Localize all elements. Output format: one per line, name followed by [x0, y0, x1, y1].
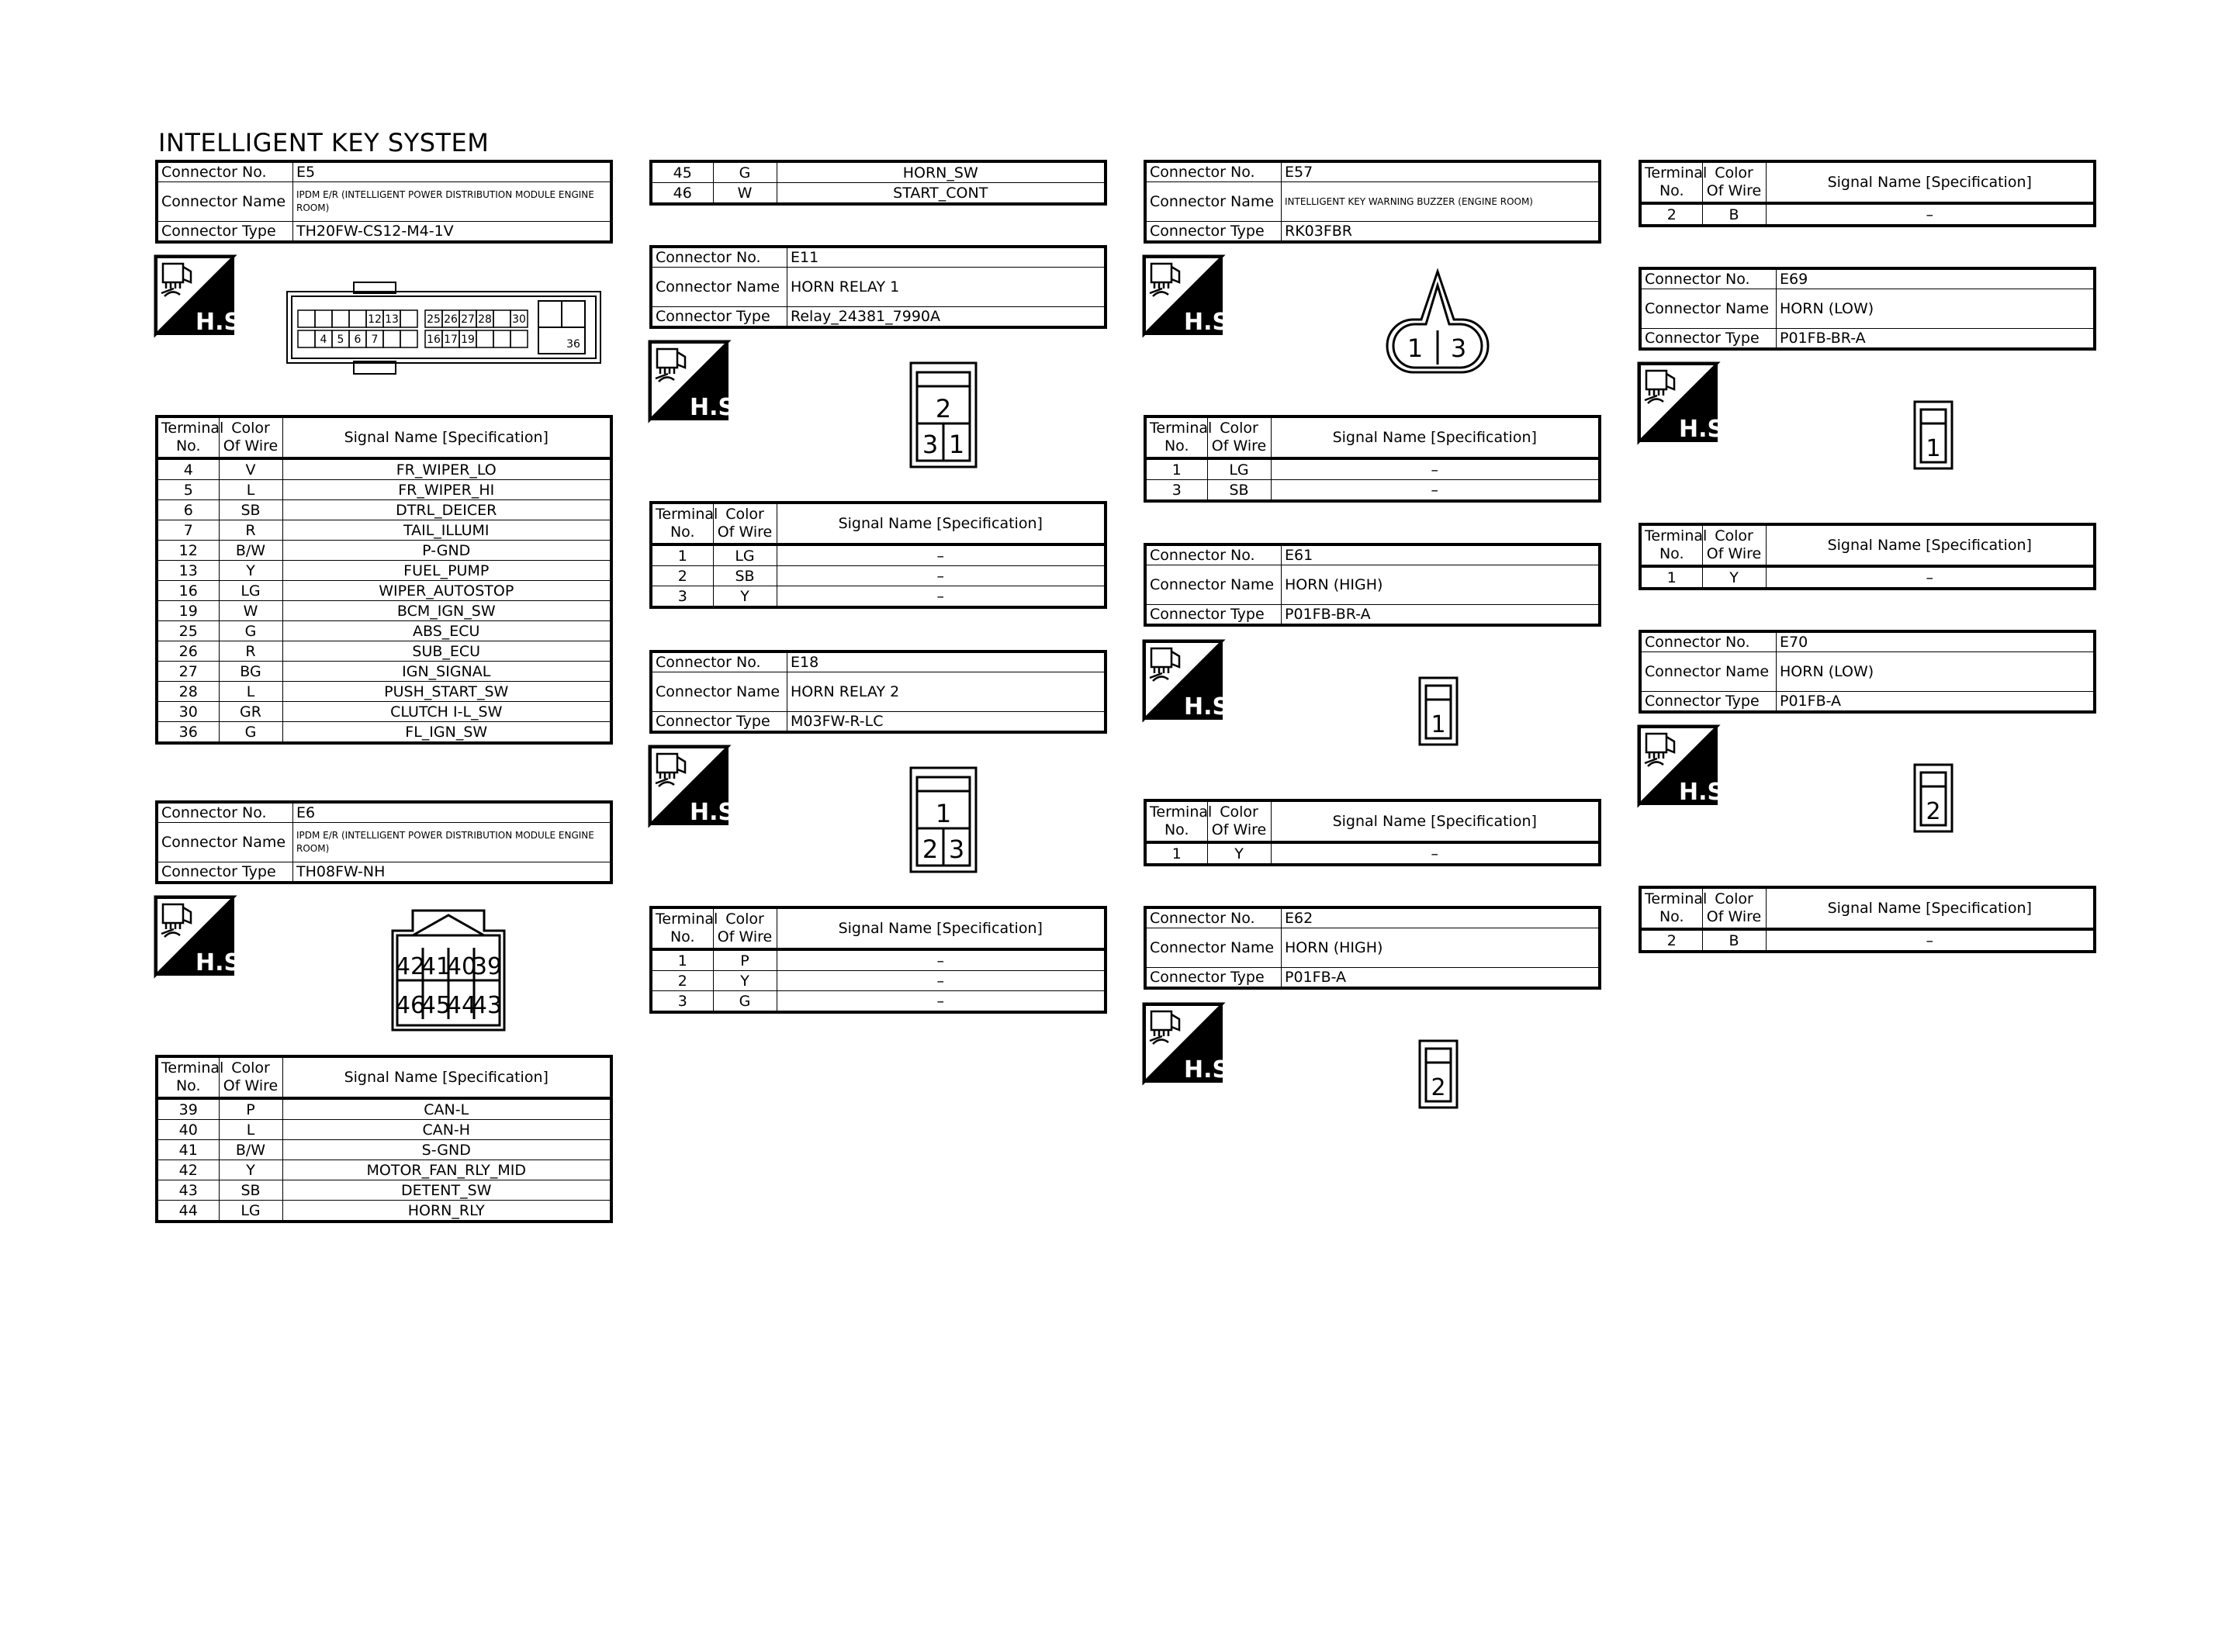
header-signal-name: Signal Name [Specification] — [1766, 524, 2095, 566]
label-connector-type: Connector Type — [1145, 968, 1282, 989]
label-connector-no: Connector No. — [1640, 631, 1777, 652]
wire-color-cell: SB — [1207, 480, 1271, 502]
signal-name-cell: FR_WIPER_HI — [282, 480, 611, 500]
e57-connector-no: E57 — [1282, 161, 1601, 182]
terminal-no-cell: 40 — [157, 1120, 219, 1140]
harness-side-icon — [1639, 726, 1733, 806]
svg-text:7: 7 — [371, 334, 379, 346]
signal-name-cell: WIPER_AUTOSTOP — [282, 581, 611, 601]
e6-terminal-table — [155, 1055, 613, 1223]
e57-connector-type: RK03FBR — [1282, 222, 1601, 243]
e5-connector-name: IPDM E/R (INTELLIGENT POWER DISTRIBUTION MODULE ENGINE ROOM) — [293, 182, 612, 222]
terminal-row — [157, 621, 611, 641]
svg-text:2: 2 — [1926, 798, 1941, 825]
terminal-row — [1145, 842, 1600, 865]
wire-color-cell: Y — [1207, 842, 1271, 865]
wire-color-cell: R — [219, 641, 282, 662]
svg-text:3: 3 — [948, 835, 965, 864]
signal-name-cell: – — [1271, 480, 1600, 502]
header-signal-name: Signal Name [Specification] — [282, 1056, 611, 1098]
signal-name-cell: START_CONT — [777, 183, 1106, 205]
label-connector-name: Connector Name — [651, 672, 787, 712]
wire-color-cell: G — [713, 991, 777, 1013]
svg-text:3: 3 — [922, 430, 939, 459]
e18-connector-diagram — [909, 766, 978, 873]
terminal-no-cell: 46 — [651, 183, 713, 205]
label-connector-type: Connector Type — [651, 712, 787, 733]
e70-connector-type: P01FB-A — [1777, 692, 2095, 713]
svg-text:45: 45 — [420, 992, 452, 1019]
wire-color-cell: Y — [1702, 566, 1766, 589]
svg-text:42: 42 — [395, 953, 426, 980]
terminal-no-cell: 5 — [157, 480, 219, 500]
svg-text:1: 1 — [1926, 435, 1941, 462]
connector-e5-info — [155, 160, 613, 244]
svg-text:40: 40 — [446, 953, 477, 980]
e69-terminal-table — [1639, 523, 2096, 590]
svg-text:2: 2 — [922, 835, 939, 864]
terminal-no-cell: 43 — [157, 1180, 219, 1201]
signal-name-cell: – — [777, 991, 1106, 1013]
terminal-no-cell: 16 — [157, 581, 219, 601]
terminal-row — [157, 520, 611, 541]
header-color-of-wire: Color Of Wire — [219, 416, 282, 458]
e70-terminal-table — [1639, 886, 2096, 953]
e5-connector-type: TH20FW-CS12-M4-1V — [293, 222, 612, 243]
svg-text:1: 1 — [948, 430, 965, 459]
header-terminal-no: Terminal No. — [1640, 161, 1702, 203]
harness-side-icon — [1639, 363, 1733, 443]
terminal-row — [157, 1120, 611, 1140]
e61-connector-diagram — [1418, 676, 1459, 746]
header-color-of-wire: Color Of Wire — [1702, 887, 1766, 929]
e61-connector-type: P01FB-BR-A — [1282, 605, 1601, 626]
harness-side-icon — [1144, 256, 1238, 336]
wire-color-cell: SB — [713, 566, 777, 586]
terminal-row — [157, 702, 611, 722]
svg-text:3: 3 — [1450, 334, 1467, 363]
wire-color-cell: B/W — [219, 541, 282, 561]
header-terminal-no: Terminal No. — [1640, 524, 1702, 566]
signal-name-cell: BCM_IGN_SW — [282, 601, 611, 621]
terminal-row — [157, 500, 611, 520]
e61-connector-name: HORN (HIGH) — [1282, 565, 1601, 605]
terminal-row — [157, 682, 611, 702]
wire-color-cell: Y — [713, 971, 777, 991]
svg-text:H.S.: H.S. — [690, 394, 744, 421]
wire-color-cell: LG — [713, 544, 777, 566]
header-signal-name: Signal Name [Specification] — [1766, 161, 2095, 203]
header-signal-name: Signal Name [Specification] — [777, 503, 1106, 544]
svg-text:1: 1 — [1431, 711, 1446, 738]
terminal-row — [651, 949, 1106, 971]
svg-text:26: 26 — [444, 313, 458, 326]
header-signal-name: Signal Name [Specification] — [1271, 800, 1600, 842]
svg-text:44: 44 — [446, 992, 477, 1019]
e62-connector-no: E62 — [1282, 907, 1601, 928]
connector-e62-info — [1144, 906, 1601, 990]
svg-text:2: 2 — [1431, 1074, 1446, 1101]
label-connector-type: Connector Type — [651, 307, 787, 328]
signal-name-cell: FL_IGN_SW — [282, 722, 611, 744]
label-connector-no: Connector No. — [1145, 544, 1282, 565]
wire-color-cell: GR — [219, 702, 282, 722]
connector-e70-info — [1639, 630, 2096, 714]
e11-terminal-table — [649, 501, 1107, 609]
signal-name-cell: – — [777, 971, 1106, 991]
terminal-no-cell: 6 — [157, 500, 219, 520]
label-connector-name: Connector Name — [157, 823, 293, 862]
e62-connector-name: HORN (HIGH) — [1282, 928, 1601, 968]
terminal-row — [157, 541, 611, 561]
e18-connector-no: E18 — [787, 651, 1106, 672]
signal-name-cell: P-GND — [282, 541, 611, 561]
signal-name-cell: – — [777, 949, 1106, 971]
e57-connector-name: INTELLIGENT KEY WARNING BUZZER (ENGINE ROOM) — [1282, 182, 1601, 222]
signal-name-cell: – — [1766, 203, 2095, 226]
signal-name-cell: TAIL_ILLUMI — [282, 520, 611, 541]
terminal-no-cell: 19 — [157, 601, 219, 621]
terminal-row — [651, 971, 1106, 991]
header-signal-name: Signal Name [Specification] — [777, 907, 1106, 949]
e70-connector-diagram — [1913, 763, 1954, 833]
header-color-of-wire: Color Of Wire — [1702, 524, 1766, 566]
wire-color-cell: BG — [219, 662, 282, 682]
signal-name-cell: SUB_ECU — [282, 641, 611, 662]
wire-color-cell: G — [713, 161, 777, 183]
signal-name-cell: – — [1766, 929, 2095, 952]
label-connector-name: Connector Name — [1145, 565, 1282, 605]
label-connector-name: Connector Name — [1145, 928, 1282, 968]
signal-name-cell: – — [1766, 566, 2095, 589]
terminal-no-cell: 2 — [651, 971, 713, 991]
connector-e61-info — [1144, 543, 1601, 627]
label-connector-no: Connector No. — [1145, 161, 1282, 182]
svg-text:19: 19 — [461, 334, 475, 346]
e5-connector-diagram — [285, 279, 602, 377]
terminal-no-cell: 1 — [1145, 842, 1207, 865]
terminal-row — [157, 458, 611, 480]
e18-connector-type: M03FW-R-LC — [787, 712, 1106, 733]
terminal-row — [157, 1098, 611, 1120]
signal-name-cell: MOTOR_FAN_RLY_MID — [282, 1160, 611, 1180]
svg-text:27: 27 — [461, 313, 475, 326]
terminal-no-cell: 44 — [157, 1201, 219, 1222]
terminal-row — [157, 1160, 611, 1180]
terminal-no-cell: 41 — [157, 1140, 219, 1160]
terminal-row — [651, 544, 1106, 566]
terminal-no-cell: 39 — [157, 1098, 219, 1120]
terminal-no-cell: 1 — [651, 544, 713, 566]
wire-color-cell: Y — [219, 561, 282, 581]
terminal-no-cell: 4 — [157, 458, 219, 480]
header-terminal-no: Terminal No. — [157, 416, 219, 458]
wire-color-cell: L — [219, 682, 282, 702]
terminal-row — [157, 480, 611, 500]
svg-text:H.S.: H.S. — [1184, 693, 1238, 721]
e70-connector-name: HORN (LOW) — [1777, 652, 2095, 692]
svg-text:13: 13 — [385, 313, 399, 326]
page-title: INTELLIGENT KEY SYSTEM — [158, 128, 490, 157]
terminal-no-cell: 12 — [157, 541, 219, 561]
terminal-no-cell: 2 — [1640, 203, 1702, 226]
header-color-of-wire: Color Of Wire — [1207, 416, 1271, 458]
label-connector-name: Connector Name — [157, 182, 293, 222]
svg-text:H.S.: H.S. — [690, 799, 744, 826]
label-connector-name: Connector Name — [1640, 652, 1777, 692]
wire-color-cell: L — [219, 480, 282, 500]
wire-color-cell: W — [713, 183, 777, 205]
header-terminal-no: Terminal No. — [1145, 416, 1207, 458]
svg-text:1: 1 — [935, 799, 952, 828]
svg-text:16: 16 — [427, 334, 441, 346]
signal-name-cell: CAN-L — [282, 1098, 611, 1120]
wire-color-cell: B/W — [219, 1140, 282, 1160]
wire-color-cell: R — [219, 520, 282, 541]
connector-e6-info — [155, 800, 613, 884]
header-color-of-wire: Color Of Wire — [713, 503, 777, 544]
terminal-no-cell: 13 — [157, 561, 219, 581]
signal-name-cell: – — [1271, 458, 1600, 480]
header-color-of-wire: Color Of Wire — [219, 1056, 282, 1098]
e11-connector-diagram — [909, 361, 978, 468]
harness-side-icon — [1144, 641, 1238, 721]
harness-side-icon — [1144, 1004, 1238, 1083]
terminal-row — [157, 641, 611, 662]
wire-color-cell: LG — [219, 581, 282, 601]
terminal-no-cell: 30 — [157, 702, 219, 722]
svg-text:H.S.: H.S. — [1679, 416, 1733, 443]
connector-e11-info — [649, 245, 1107, 329]
signal-name-cell: HORN_RLY — [282, 1201, 611, 1222]
harness-side-icon — [649, 746, 744, 826]
label-connector-no: Connector No. — [1640, 268, 1777, 289]
wire-color-cell: L — [219, 1120, 282, 1140]
e11-connector-name: HORN RELAY 1 — [787, 268, 1106, 307]
svg-text:28: 28 — [478, 313, 492, 326]
terminal-row — [157, 581, 611, 601]
label-connector-type: Connector Type — [1640, 692, 1777, 713]
signal-name-cell: FUEL_PUMP — [282, 561, 611, 581]
connector-e18-info — [649, 650, 1107, 734]
terminal-no-cell: 3 — [651, 586, 713, 608]
terminal-no-cell: 2 — [1640, 929, 1702, 952]
svg-text:12: 12 — [368, 313, 382, 326]
svg-text:6: 6 — [354, 334, 362, 346]
wire-color-cell: G — [219, 722, 282, 744]
e6-connector-no: E6 — [293, 802, 612, 823]
signal-name-cell: – — [777, 566, 1106, 586]
signal-name-cell: PUSH_START_SW — [282, 682, 611, 702]
label-connector-no: Connector No. — [651, 651, 787, 672]
wire-color-cell: P — [219, 1098, 282, 1120]
label-connector-no: Connector No. — [157, 802, 293, 823]
label-connector-no: Connector No. — [1145, 907, 1282, 928]
signal-name-cell: DTRL_DEICER — [282, 500, 611, 520]
terminal-no-cell: 45 — [651, 161, 713, 183]
wire-color-cell: Y — [219, 1160, 282, 1180]
label-connector-type: Connector Type — [157, 222, 293, 243]
wire-color-cell: LG — [1207, 458, 1271, 480]
e6-connector-name: IPDM E/R (INTELLIGENT POWER DISTRIBUTION MODULE ENGINE ROOM) — [293, 823, 612, 862]
e6-terminal-table-continued — [649, 160, 1107, 206]
wire-color-cell: W — [219, 601, 282, 621]
wire-color-cell: B — [1702, 929, 1766, 952]
signal-name-cell: IGN_SIGNAL — [282, 662, 611, 682]
terminal-no-cell: 1 — [651, 949, 713, 971]
connector-e69-info — [1639, 267, 2096, 351]
e62-connector-diagram — [1418, 1039, 1459, 1109]
terminal-no-cell: 42 — [157, 1160, 219, 1180]
signal-name-cell: DETENT_SW — [282, 1180, 611, 1201]
terminal-row — [651, 566, 1106, 586]
header-terminal-no: Terminal No. — [157, 1056, 219, 1098]
svg-text:41: 41 — [420, 953, 452, 980]
svg-text:5: 5 — [337, 334, 344, 346]
wire-color-cell: SB — [219, 1180, 282, 1201]
header-terminal-no: Terminal No. — [651, 907, 713, 949]
signal-name-cell: – — [777, 586, 1106, 608]
terminal-row — [651, 991, 1106, 1013]
harness-side-icon — [649, 341, 744, 421]
wire-color-cell: SB — [219, 500, 282, 520]
signal-name-cell: ABS_ECU — [282, 621, 611, 641]
svg-text:H.S.: H.S. — [196, 949, 250, 976]
terminal-row — [157, 722, 611, 744]
header-signal-name: Signal Name [Specification] — [1271, 416, 1600, 458]
terminal-no-cell: 2 — [651, 566, 713, 586]
e18-connector-name: HORN RELAY 2 — [787, 672, 1106, 712]
label-connector-no: Connector No. — [157, 161, 293, 182]
e5-connector-no: E5 — [293, 161, 612, 182]
wire-color-cell: V — [219, 458, 282, 480]
svg-text:1: 1 — [1407, 334, 1424, 363]
e57-terminal-table — [1144, 415, 1601, 503]
terminal-no-cell: 36 — [157, 722, 219, 744]
label-connector-type: Connector Type — [157, 862, 293, 883]
header-terminal-no: Terminal No. — [1640, 887, 1702, 929]
header-terminal-no: Terminal No. — [651, 503, 713, 544]
terminal-no-cell: 27 — [157, 662, 219, 682]
header-color-of-wire: Color Of Wire — [1702, 161, 1766, 203]
signal-name-cell: CLUTCH I-L_SW — [282, 702, 611, 722]
e70-connector-no: E70 — [1777, 631, 2095, 652]
e61-connector-no: E61 — [1282, 544, 1601, 565]
terminal-row — [1640, 203, 2095, 226]
svg-text:2: 2 — [935, 394, 952, 423]
signal-name-cell: CAN-H — [282, 1120, 611, 1140]
signal-name-cell: FR_WIPER_LO — [282, 458, 611, 480]
terminal-row — [651, 586, 1106, 608]
terminal-row — [1640, 566, 2095, 589]
terminal-row — [1145, 458, 1600, 480]
svg-text:17: 17 — [444, 334, 458, 346]
header-signal-name: Signal Name [Specification] — [282, 416, 611, 458]
svg-text:H.S.: H.S. — [1184, 309, 1238, 336]
terminal-row — [157, 1201, 611, 1222]
terminal-row — [157, 561, 611, 581]
svg-text:H.S.: H.S. — [1679, 779, 1733, 806]
label-connector-type: Connector Type — [1640, 329, 1777, 350]
e11-connector-type: Relay_24381_7990A — [787, 307, 1106, 328]
harness-side-icon — [155, 897, 250, 976]
terminal-row — [1640, 929, 2095, 952]
e61-terminal-table — [1144, 799, 1601, 866]
terminal-row — [157, 1140, 611, 1160]
header-color-of-wire: Color Of Wire — [1207, 800, 1271, 842]
e69-connector-no: E69 — [1777, 268, 2095, 289]
e18-terminal-table — [649, 906, 1107, 1014]
svg-text:25: 25 — [427, 313, 441, 326]
signal-name-cell: – — [777, 544, 1106, 566]
e57-connector-diagram — [1384, 268, 1491, 377]
terminal-no-cell: 25 — [157, 621, 219, 641]
svg-text:46: 46 — [395, 992, 426, 1019]
svg-text:4: 4 — [320, 334, 327, 346]
wire-color-cell: B — [1702, 203, 1766, 226]
wire-color-cell: G — [219, 621, 282, 641]
terminal-no-cell: 26 — [157, 641, 219, 662]
wire-color-cell: P — [713, 949, 777, 971]
wire-color-cell: LG — [219, 1201, 282, 1222]
terminal-no-cell: 1 — [1145, 458, 1207, 480]
e69-connector-name: HORN (LOW) — [1777, 289, 2095, 329]
terminal-no-cell: 3 — [1145, 480, 1207, 502]
e11-connector-no: E11 — [787, 247, 1106, 268]
e5-terminal-table — [155, 415, 613, 745]
header-terminal-no: Terminal No. — [1145, 800, 1207, 842]
svg-text:39: 39 — [472, 953, 503, 980]
svg-text:H.S.: H.S. — [1184, 1056, 1238, 1083]
label-connector-type: Connector Type — [1145, 605, 1282, 626]
e6-connector-diagram — [389, 907, 507, 1033]
svg-text:43: 43 — [472, 992, 503, 1019]
connector-e57-info — [1144, 160, 1601, 244]
terminal-no-cell: 3 — [651, 991, 713, 1013]
header-signal-name: Signal Name [Specification] — [1766, 887, 2095, 929]
e6-connector-type: TH08FW-NH — [293, 862, 612, 883]
label-connector-name: Connector Name — [1640, 289, 1777, 329]
label-connector-name: Connector Name — [1145, 182, 1282, 222]
terminal-row — [157, 1180, 611, 1201]
svg-text:36: 36 — [566, 338, 580, 351]
e62-terminal-table — [1639, 160, 2096, 227]
terminal-no-cell: 1 — [1640, 566, 1702, 589]
terminal-row — [651, 183, 1106, 205]
signal-name-cell: – — [1271, 842, 1600, 865]
signal-name-cell: S-GND — [282, 1140, 611, 1160]
terminal-row — [157, 662, 611, 682]
e69-connector-diagram — [1913, 400, 1954, 470]
terminal-no-cell: 7 — [157, 520, 219, 541]
e62-connector-type: P01FB-A — [1282, 968, 1601, 989]
label-connector-name: Connector Name — [651, 268, 787, 307]
signal-name-cell: HORN_SW — [777, 161, 1106, 183]
terminal-no-cell: 28 — [157, 682, 219, 702]
header-color-of-wire: Color Of Wire — [713, 907, 777, 949]
terminal-row — [651, 161, 1106, 183]
svg-text:H.S.: H.S. — [196, 309, 250, 336]
label-connector-type: Connector Type — [1145, 222, 1282, 243]
terminal-row — [1145, 480, 1600, 502]
svg-text:30: 30 — [512, 313, 526, 326]
harness-side-icon — [155, 256, 250, 336]
e69-connector-type: P01FB-BR-A — [1777, 329, 2095, 350]
terminal-row — [157, 601, 611, 621]
label-connector-no: Connector No. — [651, 247, 787, 268]
wire-color-cell: Y — [713, 586, 777, 608]
